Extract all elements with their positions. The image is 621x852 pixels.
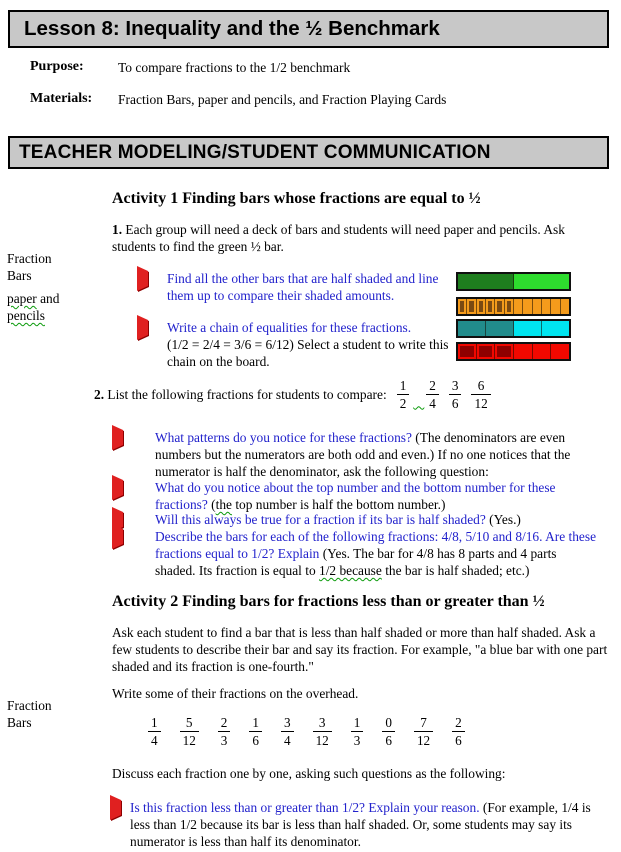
- margin-note-line: Fraction: [7, 698, 52, 713]
- margin-note-line: Bars: [7, 268, 32, 283]
- cyan-fourths-fraction-bar-segment: [542, 321, 569, 336]
- margin-note-word: paper: [7, 291, 37, 306]
- overhead-fractions-row: [148, 716, 465, 747]
- margin-note-line: Fraction: [7, 251, 52, 266]
- cyan-fourths-fraction-bar: [456, 319, 571, 338]
- bullet-question: Is this fraction less than or greater than 1/2? Explain your reason.: [130, 800, 480, 815]
- orange-twelfths-fraction-bar-segment: [514, 299, 523, 314]
- red-sixths-fraction-bar-segment: [533, 344, 552, 359]
- green-half-fraction-bar: [456, 272, 571, 291]
- red-sixths-fraction-bar-shaded-block: [479, 346, 493, 357]
- step2-sentence: [94, 387, 387, 403]
- overhead-fraction: $\frac{1}{6}$: [249, 716, 262, 747]
- section-banner: [8, 136, 609, 169]
- bullet-answer: (Yes.): [485, 512, 521, 527]
- grammar-squiggle-icon: [413, 397, 424, 407]
- margin-note-paper-pencils: [7, 290, 59, 324]
- fraction-bars-stack: [456, 272, 571, 362]
- bullet-arrow-icon: [137, 270, 167, 287]
- activity2-write-line: Write some of their fractions on the overhead.: [112, 686, 359, 701]
- overhead-fraction: $\frac{0}{6}$: [382, 716, 395, 747]
- margin-note-word: pencils: [7, 308, 45, 323]
- materials-text: Fraction Bars, paper and pencils, and Fraction Playing Cards: [118, 92, 447, 107]
- orange-twelfths-fraction-bar-segment: [458, 299, 467, 314]
- orange-twelfths-fraction-bar-segment: [561, 299, 569, 314]
- activity1-step1: [112, 221, 609, 255]
- orange-twelfths-fraction-bar-segment: [486, 299, 495, 314]
- bullet-answer: (: [207, 497, 216, 512]
- bullet-text: [167, 270, 454, 304]
- bullet-answer: (The denominators are even numbers but the numerators are both odd and even.) If no one notices that the numerator is half the denominator, ask the following question:: [155, 430, 571, 479]
- red-sixths-fraction-bar-segment: [458, 344, 477, 359]
- purpose-text: To compare fractions to the 1/2 benchmark: [118, 60, 351, 75]
- cyan-fourths-fraction-bar-segment: [486, 321, 514, 336]
- bullet-answer: (Yes. The bar for 4/8 has 8 parts and 4 parts shaded. Its fraction is equal to: [155, 546, 557, 578]
- orange-twelfths-fraction-bar-shaded-block: [460, 301, 464, 312]
- fraction-three-sixths: $\frac{3}{6}$: [449, 379, 462, 410]
- bullet-question: What patterns do you notice for these fractions?: [155, 430, 412, 445]
- bullet-item: [137, 319, 454, 370]
- red-sixths-fraction-bar-shaded-block: [497, 346, 511, 357]
- activity2-paragraph: Ask each student to find a bar that is less than half shaded or more than half shaded. Ask a few students to describe their bar and say its fraction. For example, "a blue bar with one part shaded and its fraction is one-fourth.": [112, 625, 608, 674]
- materials-label: Materials:: [30, 91, 93, 106]
- overhead-fraction: $\frac{2}{6}$: [452, 716, 465, 747]
- margin-note-fraction-bars-1: [7, 250, 52, 284]
- bullet-item: [110, 799, 613, 850]
- bullet-arrow-icon: [137, 319, 167, 336]
- section-banner-title: TEACHER MODELING/STUDENT COMMUNICATION: [19, 141, 491, 163]
- overhead-fraction: $\frac{1}{3}$: [351, 716, 364, 747]
- bullet-text: What do you notice about the top number and the bottom number for these fractions? (the top number is half the bottom number.): [155, 480, 556, 512]
- bullet-arrow-icon: [110, 799, 130, 816]
- orange-twelfths-fraction-bar-shaded-block: [488, 301, 492, 312]
- lesson-title: Lesson 8: Inequality and the ½ Benchmark: [24, 17, 440, 40]
- bullet-text: [155, 511, 599, 528]
- red-sixths-fraction-bar-segment: [514, 344, 533, 359]
- red-sixths-fraction-bar-segment: [477, 344, 496, 359]
- bullet-item: [112, 479, 599, 513]
- activity1-heading: Activity 1 Finding bars whose fractions are equal to ½: [112, 190, 481, 207]
- bullet-text: [167, 319, 454, 370]
- orange-twelfths-fraction-bar-segment: [477, 299, 486, 314]
- orange-twelfths-fraction-bar-segment: [551, 299, 560, 314]
- bullet-item: [112, 429, 599, 480]
- orange-twelfths-fraction-bar-segment: [542, 299, 551, 314]
- activity1-step2: [94, 379, 491, 410]
- activity2-discuss-line: Discuss each fraction one by one, asking such questions as the following:: [112, 766, 506, 781]
- cyan-fourths-fraction-bar-segment: [458, 321, 486, 336]
- overhead-fraction: $\frac{2}{3}$: [218, 716, 231, 747]
- fraction-two-fourths: $\frac{2}{4}$: [426, 379, 439, 410]
- orange-twelfths-fraction-bar-segment: [495, 299, 504, 314]
- bullet-question: Find all the other bars that are half shaded and line them up to compare their shaded amounts.: [167, 271, 439, 303]
- step2-number: 2.: [94, 386, 105, 402]
- orange-twelfths-fraction-bar-segment: [467, 299, 476, 314]
- red-sixths-fraction-bar-shaded-block: [460, 346, 474, 357]
- overhead-fraction: $\frac{1}{4}$: [148, 716, 161, 747]
- orange-twelfths-fraction-bar-segment: [505, 299, 514, 314]
- overhead-fraction: $\frac{3}{12}$: [313, 716, 332, 747]
- orange-twelfths-fraction-bar-shaded-block: [479, 301, 483, 312]
- bullet-question: Will this always be true for a fraction if its bar is half shaded?: [155, 512, 486, 527]
- overhead-fraction: $\frac{7}{12}$: [414, 716, 433, 747]
- orange-twelfths-fraction-bar-segment: [533, 299, 542, 314]
- overhead-fraction: $\frac{5}{12}$: [180, 716, 199, 747]
- step2-text: List the following fractions for students to compare:: [104, 386, 387, 402]
- purpose-label: Purpose:: [30, 59, 84, 74]
- bullet-question: What do you notice about the top number and the bottom number for these fractions?: [155, 480, 556, 512]
- orange-twelfths-fraction-bar-shaded-block: [507, 301, 511, 312]
- margin-note-fraction-bars-2: [7, 697, 52, 731]
- lesson-title-banner: [8, 10, 609, 48]
- activity2-heading: Activity 2 Finding bars for fractions less than or greater than ½: [112, 593, 545, 610]
- margin-note-word: and: [36, 291, 60, 306]
- red-sixths-fraction-bar-segment: [551, 344, 569, 359]
- bullet-arrow-icon: [112, 479, 155, 496]
- green-half-fraction-bar-segment: [458, 274, 514, 289]
- bullet-answer: (For example, 1/4 is less than 1/2 because its bar is less than half shaded. Or, some students may say its numerator is less than half its denominator.: [130, 800, 591, 849]
- cyan-fourths-fraction-bar-segment: [514, 321, 542, 336]
- bullet-item: [112, 511, 599, 528]
- orange-twelfths-fraction-bar: [456, 297, 571, 316]
- orange-twelfths-fraction-bar-segment: [523, 299, 532, 314]
- red-sixths-fraction-bar: [456, 342, 571, 361]
- fraction-one-half: $\frac{1}{2}$: [397, 379, 410, 410]
- red-sixths-fraction-bar-segment: [495, 344, 514, 359]
- bullet-text: Describe the bars for each of the following fractions: 4/8, 5/10 and 8/16. Are these fractions equal to 1/2? Explain (Yes. The bar for 4/8 has 8 parts and 4 parts shaded. Its fraction is equal to 1/2 because the bar is half shaded; etc.): [155, 529, 597, 578]
- bullet-item: [112, 528, 599, 579]
- green-half-fraction-bar-segment: [514, 274, 569, 289]
- orange-twelfths-fraction-bar-shaded-block: [469, 301, 473, 312]
- bullet-arrow-icon: [112, 429, 155, 446]
- bullet-question: Write a chain of equalities for these fractions.: [167, 320, 412, 335]
- fraction-six-twelfths: $\frac{6}{12}$: [471, 379, 490, 410]
- bullet-question: Describe the bars for each of the following fractions: 4/8, 5/10 and 8/16. Are these fractions equal to 1/2? Explain: [155, 529, 597, 561]
- step1-text: Each group will need a deck of bars and students will need paper and pencils. Ask students to find the green ½ bar.: [112, 222, 565, 254]
- bullet-arrow-icon: [112, 528, 155, 545]
- bullet-answer: (1/2 = 2/4 = 3/6 = 6/12) Select a student to write this chain on the board.: [167, 337, 449, 369]
- bullet-item: [137, 270, 454, 304]
- margin-note-line: Bars: [7, 715, 32, 730]
- bullet-text: [130, 799, 613, 850]
- step1-number: 1.: [112, 222, 123, 237]
- overhead-fraction: $\frac{3}{4}$: [281, 716, 294, 747]
- bullet-text: [155, 429, 599, 480]
- orange-twelfths-fraction-bar-shaded-block: [497, 301, 501, 312]
